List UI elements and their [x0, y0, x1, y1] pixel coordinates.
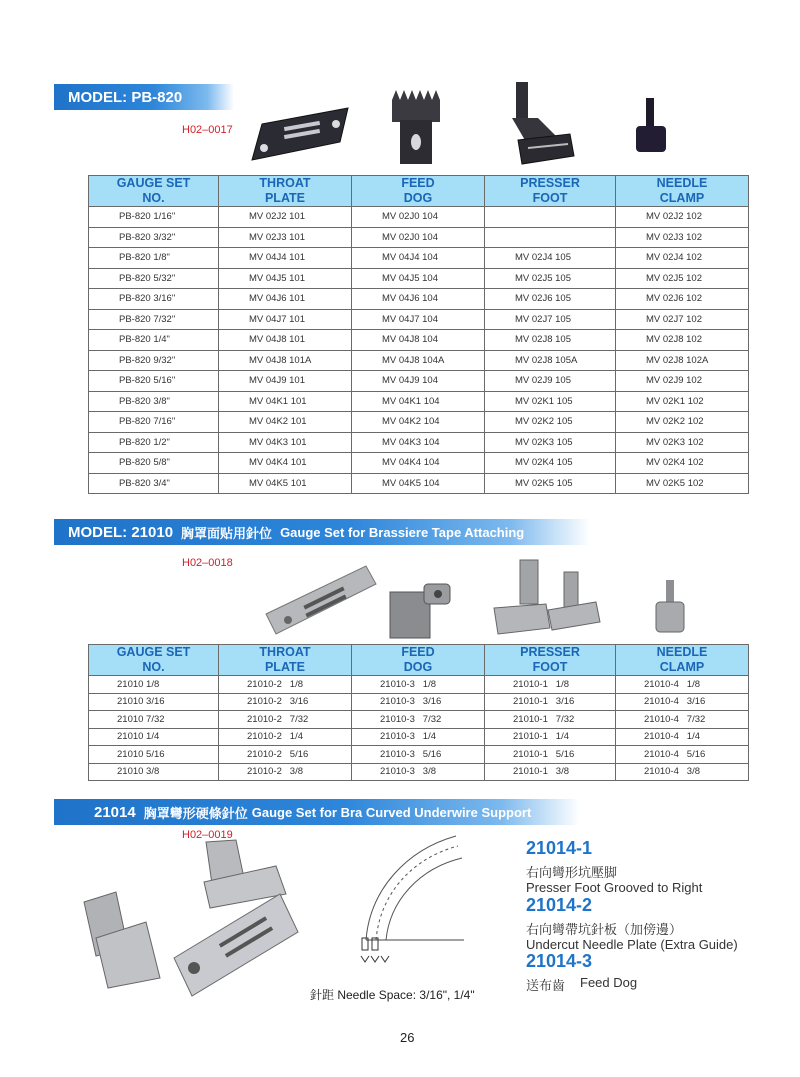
table-cell: 21010-1 1/4: [485, 728, 616, 746]
table-cell: 21010-2 3/8: [219, 763, 352, 781]
header-line: PRESSER: [520, 645, 580, 659]
table-cell: 21010-4 3/8: [616, 763, 749, 781]
table-row: [89, 412, 749, 433]
table-cell: MV 02K5 105: [485, 473, 616, 494]
table-cell: 21010 3/8: [89, 763, 219, 781]
table-cell: 21010-4 3/16: [616, 693, 749, 711]
table-cell: 21010-1 1/8: [485, 676, 616, 694]
table-cell: 21010-2 1/8: [219, 676, 352, 694]
table-cell: 21010-1 3/16: [485, 693, 616, 711]
table-row: [89, 330, 749, 351]
banner-english: Gauge Set for Bra Curved Underwire Support: [251, 804, 532, 820]
table-cell: MV 04J9 101: [219, 371, 352, 392]
table-cell: 21010-4 7/32: [616, 711, 749, 729]
table-cell: MV 04J8 101: [219, 330, 352, 351]
table-cell: MV 04J4 101: [219, 248, 352, 269]
part-name-english: Presser Foot Grooved to Right: [526, 880, 703, 895]
part-number: 21014-2: [526, 895, 593, 915]
table-cell: 21010-3 5/16: [352, 746, 485, 764]
table-cell: MV 02K1 105: [485, 391, 616, 412]
header-line: CLAMP: [659, 191, 705, 205]
table-row: [89, 676, 749, 694]
table-cell: MV 02J9 105: [485, 371, 616, 392]
table-cell: 21010-2 1/4: [219, 728, 352, 746]
page-number: 26: [400, 1030, 415, 1045]
header-line: GAUGE SET: [116, 645, 191, 659]
table-cell: PB-820 9/32": [89, 350, 219, 371]
table-cell: MV 02K4 102: [616, 453, 749, 474]
table-cell: MV 02J0 104: [352, 207, 485, 228]
part-number: 21014-3: [526, 951, 593, 971]
table-row: [89, 746, 749, 764]
table-cell: MV 04K5 104: [352, 473, 485, 494]
table-cell: PB-820 1/8": [89, 248, 219, 269]
table-cell: MV 04K4 104: [352, 453, 485, 474]
header-line: PRESSER: [520, 176, 580, 190]
table-row: [89, 371, 749, 392]
table-cell: 21010-2 7/32: [219, 711, 352, 729]
banner-title: MODEL: 21010: [68, 523, 174, 541]
product-code: H02–0018: [182, 557, 233, 569]
section-banner-pb820: [54, 84, 234, 110]
feed-dog-image: [384, 80, 446, 166]
table-cell: MV 02J8 102: [616, 330, 749, 351]
table-cell: MV 04J9 104: [352, 371, 485, 392]
throat-plate-image: [262, 560, 380, 640]
table-cell: MV 02J6 105: [485, 289, 616, 310]
table-cell: PB-820 3/8": [89, 391, 219, 412]
table-cell: PB-820 3/16": [89, 289, 219, 310]
table-cell: 21010-4 1/8: [616, 676, 749, 694]
table-cell: MV 02J6 102: [616, 289, 749, 310]
table-cell: PB-820 5/32": [89, 268, 219, 289]
table-cell: MV 02J9 102: [616, 371, 749, 392]
product-code: H02–0019: [182, 829, 233, 841]
table-cell: PB-820 7/16": [89, 412, 219, 433]
table-cell: 21010-3 3/16: [352, 693, 485, 711]
header-line: NEEDLE: [656, 645, 708, 659]
table-cell: MV 04J5 104: [352, 268, 485, 289]
table-cell: MV 02J5 102: [616, 268, 749, 289]
table-cell: MV 04K4 101: [219, 453, 352, 474]
table-cell: 21010-3 1/8: [352, 676, 485, 694]
column-header: [352, 645, 485, 676]
table-cell: MV 02K3 102: [616, 432, 749, 453]
table-cell: [485, 207, 616, 228]
table-cell: PB-820 5/8": [89, 453, 219, 474]
table-cell: 21010-2 5/16: [219, 746, 352, 764]
table-cell: 21010-4 1/4: [616, 728, 749, 746]
banner-chinese: 胸罩面贴用針位: [181, 525, 273, 541]
table-cell: 21010-4 5/16: [616, 746, 749, 764]
column-header: [219, 645, 352, 676]
table-row: [89, 227, 749, 248]
section-banner-21010: [54, 519, 590, 545]
table-cell: MV 02J7 102: [616, 309, 749, 330]
column-header: [616, 645, 749, 676]
part-name-english: Undercut Needle Plate (Extra Guide): [526, 937, 738, 952]
table-cell: MV 04K2 101: [219, 412, 352, 433]
part-number: 21014-1: [526, 838, 593, 858]
header-line: NEEDLE: [656, 176, 708, 190]
table-cell: MV 04K1 104: [352, 391, 485, 412]
header-line: FOOT: [532, 660, 568, 674]
column-header: [485, 176, 616, 207]
table-row: [89, 432, 749, 453]
table-cell: MV 02J4 102: [616, 248, 749, 269]
presser-foot-image: [498, 78, 578, 170]
header-line: FEED: [401, 176, 435, 190]
table-cell: MV 02K2 105: [485, 412, 616, 433]
table-cell: PB-820 3/4": [89, 473, 219, 494]
header-line: THROAT: [259, 645, 311, 659]
header-line: PLATE: [264, 191, 306, 205]
table-row: [89, 350, 749, 371]
header-line: DOG: [403, 660, 433, 674]
part-name-chinese: 右向彎形坑壓脚: [526, 865, 618, 880]
table-cell: 21010 5/16: [89, 746, 219, 764]
header-line: FEED: [401, 645, 435, 659]
table-row: [89, 289, 749, 310]
table-cell: MV 02K1 102: [616, 391, 749, 412]
table-row: [89, 711, 749, 729]
column-header: [485, 645, 616, 676]
header-line: NO.: [142, 191, 165, 205]
gauge-set-parts-image: [76, 838, 302, 998]
table-cell: MV 04K5 101: [219, 473, 352, 494]
column-header: [352, 176, 485, 207]
table-cell: MV 04J8 104: [352, 330, 485, 351]
feed-dog-image: [384, 576, 456, 642]
banner-english: Gauge Set for Brassiere Tape Attaching: [280, 524, 525, 540]
banner-title: MODEL: PB-820: [68, 88, 183, 106]
table-cell: MV 04J4 104: [352, 248, 485, 269]
table-cell: MV 02J8 105: [485, 330, 616, 351]
table-cell: MV 04J7 101: [219, 309, 352, 330]
banner-title: 21014: [94, 803, 136, 821]
table-cell: MV 02K2 102: [616, 412, 749, 433]
throat-plate-image: [244, 102, 356, 164]
table-cell: 21010 7/32: [89, 711, 219, 729]
table-cell: 21010-1 5/16: [485, 746, 616, 764]
table-cell: MV 02J3 101: [219, 227, 352, 248]
table-cell: MV 04K2 104: [352, 412, 485, 433]
table-cell: PB-820 3/32": [89, 227, 219, 248]
table-cell: MV 02J8 105A: [485, 350, 616, 371]
product-code: H02–0017: [182, 124, 233, 136]
gauge-set-table-pb820: [88, 175, 749, 494]
table-cell: MV 04J8 104A: [352, 350, 485, 371]
table-cell: MV 02J2 102: [616, 207, 749, 228]
table-cell: [485, 227, 616, 248]
curved-seam-diagram: [346, 830, 472, 978]
table-cell: MV 02J4 105: [485, 248, 616, 269]
table-cell: MV 02J0 104: [352, 227, 485, 248]
table-cell: MV 02K5 102: [616, 473, 749, 494]
table-cell: MV 04K1 101: [219, 391, 352, 412]
table-cell: 21010-1 7/32: [485, 711, 616, 729]
table-cell: MV 04J8 101A: [219, 350, 352, 371]
table-cell: MV 04J7 104: [352, 309, 485, 330]
table-cell: MV 02J3 102: [616, 227, 749, 248]
header-line: THROAT: [259, 176, 311, 190]
table-cell: MV 02K3 105: [485, 432, 616, 453]
table-cell: PB-820 1/16": [89, 207, 219, 228]
table-row: [89, 473, 749, 494]
header-line: NO.: [142, 660, 165, 674]
table-cell: MV 04J5 101: [219, 268, 352, 289]
section-banner-21014: [54, 799, 580, 825]
table-row: [89, 309, 749, 330]
table-cell: MV 04K3 101: [219, 432, 352, 453]
column-header: [616, 176, 749, 207]
header-line: CLAMP: [659, 660, 705, 674]
table-cell: MV 02J8 102A: [616, 350, 749, 371]
table-cell: MV 02J5 105: [485, 268, 616, 289]
needle-clamp-image: [628, 96, 674, 158]
table-cell: 21010 1/8: [89, 676, 219, 694]
table-row: [89, 248, 749, 269]
header-line: DOG: [403, 191, 433, 205]
header-line: FOOT: [532, 191, 568, 205]
column-header: [219, 176, 352, 207]
table-row: [89, 391, 749, 412]
table-cell: MV 04K3 104: [352, 432, 485, 453]
table-row: [89, 693, 749, 711]
needle-space-label: 針距 Needle Space: 3/16", 1/4": [310, 988, 475, 1002]
header-line: PLATE: [264, 660, 306, 674]
table-row: [89, 763, 749, 781]
table-cell: MV 04J6 104: [352, 289, 485, 310]
gauge-set-table-21010: [88, 644, 749, 781]
table-cell: MV 02J2 101: [219, 207, 352, 228]
table-cell: PB-820 1/2": [89, 432, 219, 453]
banner-chinese: 胸罩彎形硬條針位: [143, 805, 248, 821]
table-cell: 21010-2 3/16: [219, 693, 352, 711]
table-row: [89, 453, 749, 474]
table-cell: 21010-1 3/8: [485, 763, 616, 781]
part-name-english: Feed Dog: [580, 975, 638, 990]
part-name-chinese: 送布齒: [526, 978, 566, 993]
table-cell: PB-820 7/32": [89, 309, 219, 330]
table-cell: MV 02J7 105: [485, 309, 616, 330]
part-name-chinese: 右向彎帶坑針板（加傍邊）: [526, 922, 683, 937]
column-header: [89, 176, 219, 207]
table-cell: 21010-3 3/8: [352, 763, 485, 781]
table-row: [89, 728, 749, 746]
presser-foot-image: [486, 558, 606, 642]
column-header: [89, 645, 219, 676]
table-cell: PB-820 1/4": [89, 330, 219, 351]
table-cell: PB-820 5/16": [89, 371, 219, 392]
needle-clamp-image: [650, 578, 690, 636]
table-row: [89, 268, 749, 289]
table-cell: 21010 1/4: [89, 728, 219, 746]
table-cell: 21010 3/16: [89, 693, 219, 711]
table-cell: 21010-3 1/4: [352, 728, 485, 746]
header-line: GAUGE SET: [116, 176, 191, 190]
table-cell: 21010-3 7/32: [352, 711, 485, 729]
table-cell: MV 02K4 105: [485, 453, 616, 474]
table-cell: MV 04J6 101: [219, 289, 352, 310]
table-row: [89, 207, 749, 228]
